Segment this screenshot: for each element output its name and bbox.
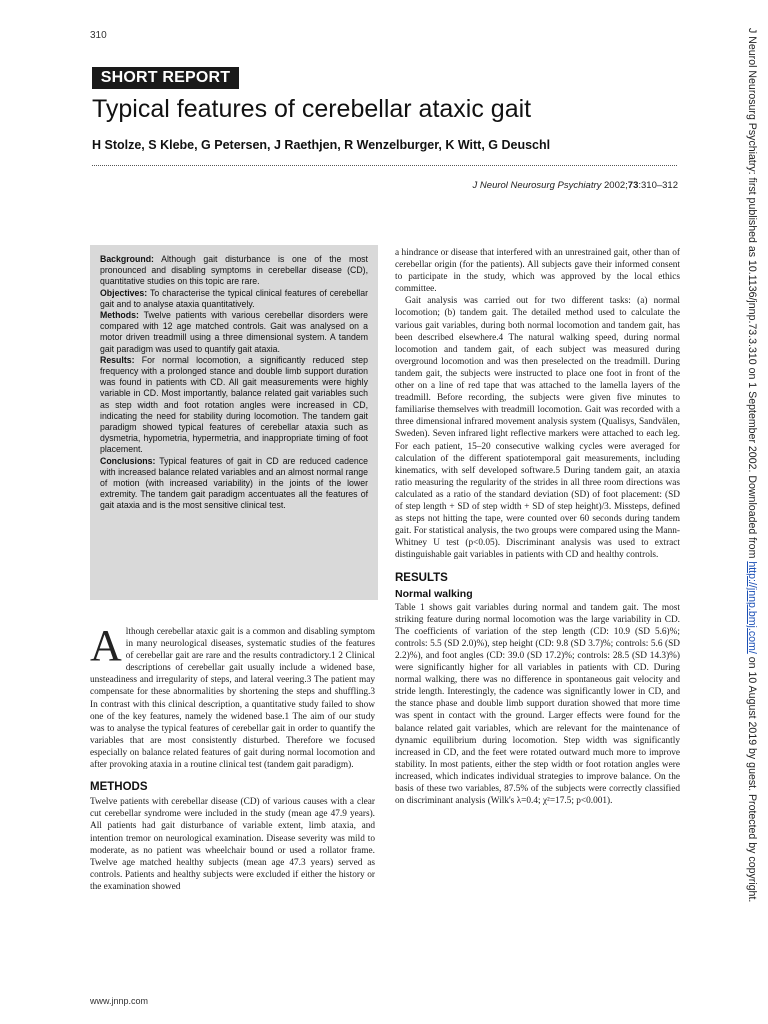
- side-download-banner: [742, 28, 760, 998]
- citation-pages: :310–312: [638, 180, 678, 191]
- abstract-background-label: Background:: [100, 254, 154, 264]
- side-banner-link[interactable]: http://jnnp.bmj.com/: [746, 561, 758, 654]
- abstract-conclusions-text: Typical features of gait in CD are reduced cadence with increased balance related variables and an almost normal range of motion (with increased variability) in the joints of the lower extremity. The tandem gait paradigm accentuates all the features of gait ataxia and is the most sensitive clinical test.: [100, 455, 368, 511]
- methods-paragraph-1: Twelve patients with cerebellar disease (CD) of various causes with a clear cut cerebellar syndrome were included in the study (mean age 47.9 years). All patients had gait disturbance of variable extent, limb ataxia, and intention tremor on neurological examination. Disease severity was mild to moderate, as no patient was wheelchair bound or used a rollator frame. Twelve age matched healthy subjects (mean age 47.3 years) served as controls. Patients and healthy subjects were excluded if either the history or the examination showed: [90, 797, 375, 892]
- abstract-objectives-label: Objectives:: [100, 287, 148, 298]
- abstract-methods-label: Methods:: [100, 310, 139, 321]
- citation-journal: J Neurol Neurosurg Psychiatry: [472, 180, 602, 191]
- right-column: [395, 247, 680, 807]
- methods-heading: METHODS: [90, 781, 148, 794]
- footer-url: www.jnnp.com: [90, 996, 149, 1006]
- side-banner-prefix: J Neurol Neurosurg Psychiatry: first published as 10.1136/jnnp.73.3.310 on 1 September 2002. Downloaded from: [746, 28, 758, 562]
- left-column: [90, 621, 375, 893]
- abstract-methods-text: Twelve patients with various cerebellar disorders were compared with 12 age matched controls. Gait was analysed on a motor driven treadmill using a three dimensional system. A tandem gait paradigm was used to quantify gait ataxia.: [100, 310, 368, 354]
- abstract-results: [100, 355, 368, 456]
- abstract-conclusions: [100, 456, 368, 512]
- dotted-divider: [92, 165, 677, 166]
- side-banner-suffix: on 10 August 2019 by guest. Protected by copyright.: [746, 653, 758, 903]
- article-title: Typical features of cerebellar ataxic gait: [92, 95, 532, 123]
- results-paragraph-1: Table 1 shows gait variables during normal and tandem gait. The most striking feature during normal locomotion was the large variability in CD. The coefficients of variation of the step length (CD: 10.9 (SD 5.6)%; controls: 5.5 (SD 2.0)%), step height (CD: 9.8 (SD 3.7)%; controls: 5.6 (SD 2.2)%), and foot angles (CD: 39.0 (SD 17.2)%; controls: 28.5 (SD 14.3)%) were significantly higher for all variables in patients with CD. During normal walking, there was no difference in spontaneous gait velocity and stride length. Interestingly, the cadence was significantly lower in CD, and the stance phase and double limb support duration showed that more time was spent in contact with the ground. Larger effects were found for the balance related gait variables, which are relevant for the maintenance of dynamic equilibrium during locomotion. Step width was significantly increased in CD, and the feet were rotated outward much more to improve stability. In most patients, either the step width or foot rotation angles were increased, which indicates individual strategies to improve balance. On the basis of these two variables, 87.5% of the subjects were correctly classified on discriminant analysis (Wilk's λ=0.4; χ²=17.5; p<0.001).: [395, 602, 680, 807]
- methods-paragraph-2: Gait analysis was carried out for two different tasks: (a) normal locomotion; (b) tandem gait. The detailed method used to calculate the various gait variables, during both normal locomotion and tandem gait, has been described elsewhere.4 The natural walking speed, during normal locomotion and tandem gait, of each subject was measured during overground locomotion and was then preselected on the treadmill. During tandem gait, the subjects were instructed to place one foot in front of the other on a line of red tape that was attached to the lamella layers of the treadmill. Before recording, the subjects were given five minutes to familiarise themselves with treadmill locomotion. Gait was recorded with a three dimensional infrared movement analysis system (Qualisys, Sandvälen, Sweden). Seven infrared light reflective markers were attached to each leg. For each patient, 15–20 consecutive walking cycles were averaged for calculation of the different spatiotemporal gait measurements, including kinematics, with self developed software.5 During tandem gait, an ataxia ratio measuring the regularity of the strides in all three room directions was calculated as a ratio of the standard deviation (SD) of foot placement: (SD of step length + SD of step width + SD of step height)/3. Missteps, defined as steps not hitting the tape, were counted over 60 seconds during tandem gait. For statistical analysis, the two groups were compared using the Mann-Whitney U test (p<0.05). Discriminant analysis was used to extract distinguishable gait variables in patients with CD and healthy controls.: [395, 296, 680, 561]
- abstract-background: [100, 254, 368, 288]
- page-number: 310: [90, 30, 107, 41]
- citation-year: 2002;: [604, 180, 628, 191]
- abstract-methods: [100, 310, 368, 355]
- normal-walking-subheading: Normal walking: [395, 587, 473, 600]
- drop-cap: A: [90, 621, 122, 670]
- abstract-results-label: Results:: [100, 354, 135, 365]
- section-tag: SHORT REPORT: [92, 67, 239, 89]
- intro-text: lthough cerebellar ataxic gait is a common and disabling symptom in many neurological diseases, systematic studies of the features of cerebellar gait are rare and the results contradictory.1 2 Clinical descriptions of cerebellar gait usually include a widened base, unsteadiness and irregularity of steps, and lateral veering.3 The patient may compensate for these abnormalities by shortening the steps and shuffling.3 In contrast with this clinical description, a quantitative study failed to show one of the key features, namely the widened base.1 The aim of our study was to analyse the typical features of cerebellar gait in order to quantify the variables that are most consistently disturbed. Therefore we focused especially on balance related features of gait during normal locomotion and after provoking ataxia in a routine clinical test (tandem gait paradigm).: [90, 627, 375, 771]
- abstract-objectives: [100, 288, 368, 310]
- journal-citation: [473, 180, 678, 191]
- abstract-background-text: Although gait disturbance is one of the most pronounced and disabling symptoms in cerebellar disease (CD), quantitative studies on this topic are rare.: [100, 254, 368, 287]
- results-heading: RESULTS: [395, 572, 448, 585]
- author-list: H Stolze, S Klebe, G Petersen, J Raethjen, R Wenzelburger, K Witt, G Deuschl: [92, 138, 551, 152]
- abstract-conclusions-label: Conclusions:: [100, 455, 156, 466]
- abstract-results-text: For normal locomotion, a significantly reduced step frequency with a prolonged stance and double limb support duration was found in patients with CD. All gait measurements were highly variable in CD. Most importantly, balance related gait variables such as step width and foot rotation angles were increased in CD, indicating the need for stability during locomotion. The tandem gait paradigm showed typical features of cerebellar ataxia such as dysmetria, hypometria, hypermetria, and inappropriate timing of foot placement.: [100, 354, 368, 455]
- side-banner-text: [746, 28, 758, 902]
- abstract-box: [90, 245, 378, 600]
- citation-volume: 73: [627, 180, 639, 191]
- methods-paragraph-1-continued: a hindrance or disease that interfered with an unrestrained gait, other than of cerebellar origin (for the patients). All subjects gave their informed consent to participate in the study, which was approved by the local ethics committee.: [395, 248, 680, 295]
- abstract-objectives-text: To characterise the typical clinical features of cerebellar gait and to analyse ataxia quantitatively.: [100, 287, 368, 309]
- intro-paragraph: [90, 621, 375, 771]
